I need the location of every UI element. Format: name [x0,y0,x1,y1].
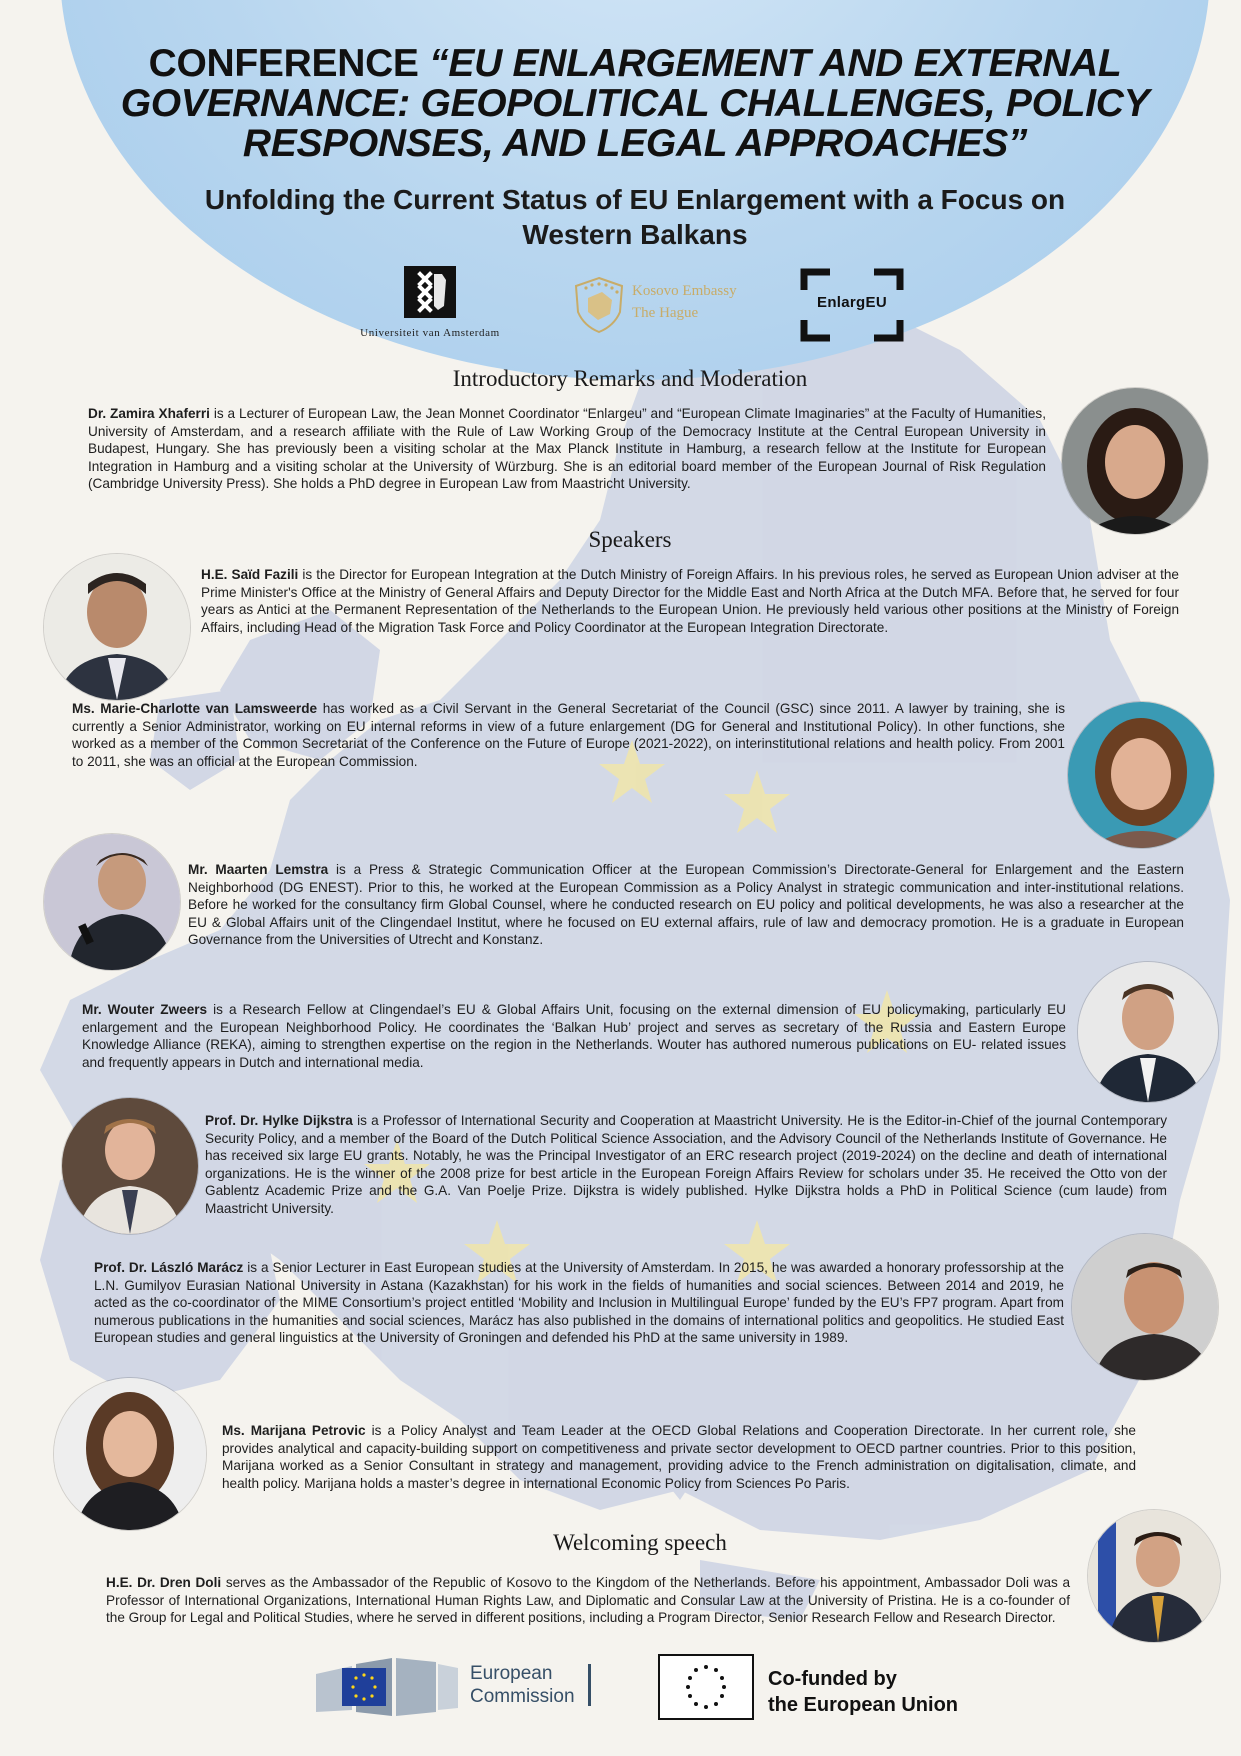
portrait-zweers-image [1078,962,1218,1102]
speaker-bio: is a Press & Strategic Communication Officer at the European Commission’s Directorate-General for Enlargement and the Eastern Neighborhood (DG ENEST). Prior to this, he worked at the European Commission as a Policy Analyst in strategic communication and inter-institutional relations. Before he worked for the consultancy firm Global Counsel, where he conducted research on EU policy and political developments, he was also a researcher at the EU & Global Affairs unit of the Clingendael Institut, where he focused on EU external affairs, rule of law and democracy promotion. He is a graduate in European Governance from the Universities of Utrecht and Konstanz. [188,862,1184,948]
speaker-bio: is the Director for European Integration at the Dutch Ministry of Foreign Affairs. In his previous roles, he served as European Union adviser at the Prime Minister's Office at the Ministry of General Affairs and Deputy Director for the Middle East and North Africa at the Dutch MFA. Before that, he served for four years as Antici at the Permanent Representation of the Netherlands to the European Union. He previously held various other positions at the Ministry of Foreign Affairs, including Head of the Migration Task Force and Policy Coordinator at the European Integration Directorate. [201,567,1179,635]
bio-maracz [94,1259,1064,1347]
speaker-name: Prof. Dr. Hylke Dijkstra [205,1113,353,1128]
eu-label-line1: Co-funded by [768,1668,897,1690]
speaker-name: Prof. Dr. László Marácz [94,1260,244,1275]
ec-label-line2: Commission [470,1686,575,1707]
speaker-name: H.E. Dr. Dren Doli [106,1575,222,1590]
portrait-lemstra [44,834,180,970]
bio-doli [106,1574,1070,1627]
portrait-dijkstra [62,1098,198,1234]
bio-zweers [82,1001,1066,1071]
portrait-dijkstra-image [62,1098,198,1234]
portrait-xhaferri-image [1062,388,1208,534]
portrait-zweers [1078,962,1218,1102]
bio-xhaferri [88,405,1046,493]
ec-label-line1: European [470,1663,553,1684]
speaker-bio: is a Lecturer of European Law, the Jean Monnet Coordinator “Enlargeu” and “European Climate Imaginaries” at the Faculty of Humanities, University of Amsterdam, and a research affiliate with the Rule of Law Working Group of the Democracy Institute at the Central European University in Budapest, Hungary. She has previously been a visiting scholar at the Max Planck Institute in Hamburg, a research fellow at the Institute for European Integration in Hamburg and a visiting scholar at the University of Würzburg. She is an editorial board member of the European Journal of Risk Regulation (Cambridge University Press). She holds a PhD degree in European Law from Maastricht University. [88,406,1046,492]
portrait-maracz-image [1072,1234,1218,1380]
bio-lamsweerde [72,700,1065,770]
portrait-doli [1088,1510,1220,1642]
portrait-doli-image [1088,1510,1220,1642]
title-prefix: CONFERENCE [148,42,430,85]
enlargeu-wordmark: EnlargEU [817,294,887,311]
portrait-xhaferri [1062,388,1208,534]
kosovo-embassy-label: Kosovo Embassy [632,283,737,299]
eu-label-line2: the European Union [768,1694,958,1716]
portrait-fazili-image [44,554,190,700]
speaker-bio: has worked as a Civil Servant in the General Secretariat of the Council (GSC) since 2011. A lawyer by training, she is currently a Senior Administrator, working on EU internal reforms in view of a future enlargement (DG for General and Institutional Policy). In other functions, she worked as a member of the Common Secretariat of the Conference on the Future of Europe (2021-2022), on interinstitutional relations and health policy. From 2001 to 2011, she was an official at the European Commission. [72,701,1065,769]
kosovo-embassy-logo [572,276,762,336]
portrait-lamsweerde [1068,702,1214,848]
uva-crest-icon [404,266,456,318]
european-commission-logo [312,1654,602,1720]
kosovo-location-label: The Hague [632,305,699,321]
speaker-name: Mr. Wouter Zweers [82,1002,208,1017]
enlargeu-logo [800,268,904,342]
speaker-bio: is a Policy Analyst and Team Leader at the OECD Global Relations and Cooperation Directorate. In her current role, she provides analytical and capacity-building support on competitiveness and private sector development to OECD partner countries. Prior to this position, Marijana worked as a Senior Consultant in strategy and management, providing advice to the French administration on digitalisation, climate, and health policy. Marijana holds a master’s degree in international Economic Policy from Sciences Po Paris. [222,1423,1136,1491]
speaker-name: Mr. Maarten Lemstra [188,862,329,877]
speaker-name: Dr. Zamira Xhaferri [88,406,210,421]
title-italic: “EU ENLARGEMENT AND EXTERNAL GOVERNANCE: GEOPOLITICAL CHALLENGES, POLICY RESPONSES, AND LEGAL APPROACHES” [120,42,1150,165]
speaker-bio: is a Professor of International Security and Cooperation at Maastricht University. He is the Editor-in-Chief of the journal Contemporary Security Policy, and a member of the Board of the Dutch Political Science Association, and the Advisory Council of the Netherlands Institute of Governance. He has received six large EU grants. Notably, he was the Principal Investigator of an ERC research project (2019-2024) on the decline and death of international organizations. He is the winner of the 2008 prize for best article in the European Foreign Affairs Review for scholars under 35. He received the Otto von der Gablentz Academic Prize and the G.A. Van Poelje Prize. Dijkstra is widely published. Hylke Dijkstra holds a PhD in Political Science (cum laude) from Maastricht University. [205,1113,1167,1216]
speaker-name: H.E. Saïd Fazili [201,567,299,582]
bio-fazili [201,566,1179,636]
section-heading-speakers: Speakers [588,527,672,552]
portrait-maracz [1072,1234,1218,1380]
eu-flag-icon [658,1654,754,1720]
bio-dijkstra [205,1112,1167,1218]
conference-title [60,44,1210,164]
portrait-lamsweerde-image [1068,702,1214,848]
european-commission-emblem-icon [312,1654,462,1720]
speaker-bio: serves as the Ambassador of the Republic of Kosovo to the Kingdom of the Netherlands. Before his appointment, Ambassador Doli was a Professor of International Organizations, International Human Rights Law, and Diplomatic and Consular Law at the University of Pristina. He is a co-founder of the Group for Legal and Political Studies, where he served in different positions, including a Program Director, Senior Research Fellow and Research Director. [106,1575,1071,1626]
speaker-bio: is a Senior Lecturer in East European studies at the University of Amsterdam. In 2015, he was awarded a honorary professorship at the L.N. Gumilyov Eurasian National University in Astana (Kazakhstan) for his work in the fields of humanities and social sciences. Between 2014 and 2019, he acted as the co-coordinator of the MIME Consortium’s project entitled ‘Mobility and Inclusion in Multilingual Europe’ funded by the EU’s FP7 program. Apart from numerous publications in the humanities and social sciences, Marácz has also published in the domains of international politics and geopolitics. He studied East European studies and general linguistics at the University of Groningen and defended his PhD at the same university in 1989. [94,1260,1064,1346]
bio-petrovic [222,1422,1136,1492]
uva-wordmark: Universiteit van Amsterdam [360,327,500,339]
portrait-lemstra-image [44,834,180,970]
co-funded-eu-logo [658,1654,998,1720]
speaker-name: Ms. Marie-Charlotte van Lamsweerde [72,701,318,716]
speaker-bio: is a Research Fellow at Clingendael’s EU & Global Affairs Unit, focusing on the external dimension of EU policymaking, particularly EU enlargement and the European Neighborhood Policy. He coordinates the ‘Balkan Hub’ project and serves as secretary of the Russia and Eastern Europe Knowledge Alliance (REKA), aiming to strengthen expertise on the region in the Netherlands. Wouter has authored numerous publications on EU- related issues and frequently appears in Dutch and international media. [82,1002,1066,1070]
kosovo-seal-icon [572,276,626,334]
speaker-name: Ms. Marijana Petrovic [222,1423,366,1438]
portrait-fazili [44,554,190,700]
portrait-petrovic-image [54,1378,206,1530]
ec-divider [588,1664,591,1706]
conference-subtitle: Unfolding the Current Status of EU Enlargement with a Focus on Western Balkans [204,184,1066,250]
uva-logo [340,266,520,339]
section-heading-intro: Introductory Remarks and Moderation [452,366,808,391]
bio-lemstra [188,861,1184,949]
portrait-petrovic [54,1378,206,1530]
section-heading-welcome: Welcoming speech [553,1530,727,1555]
